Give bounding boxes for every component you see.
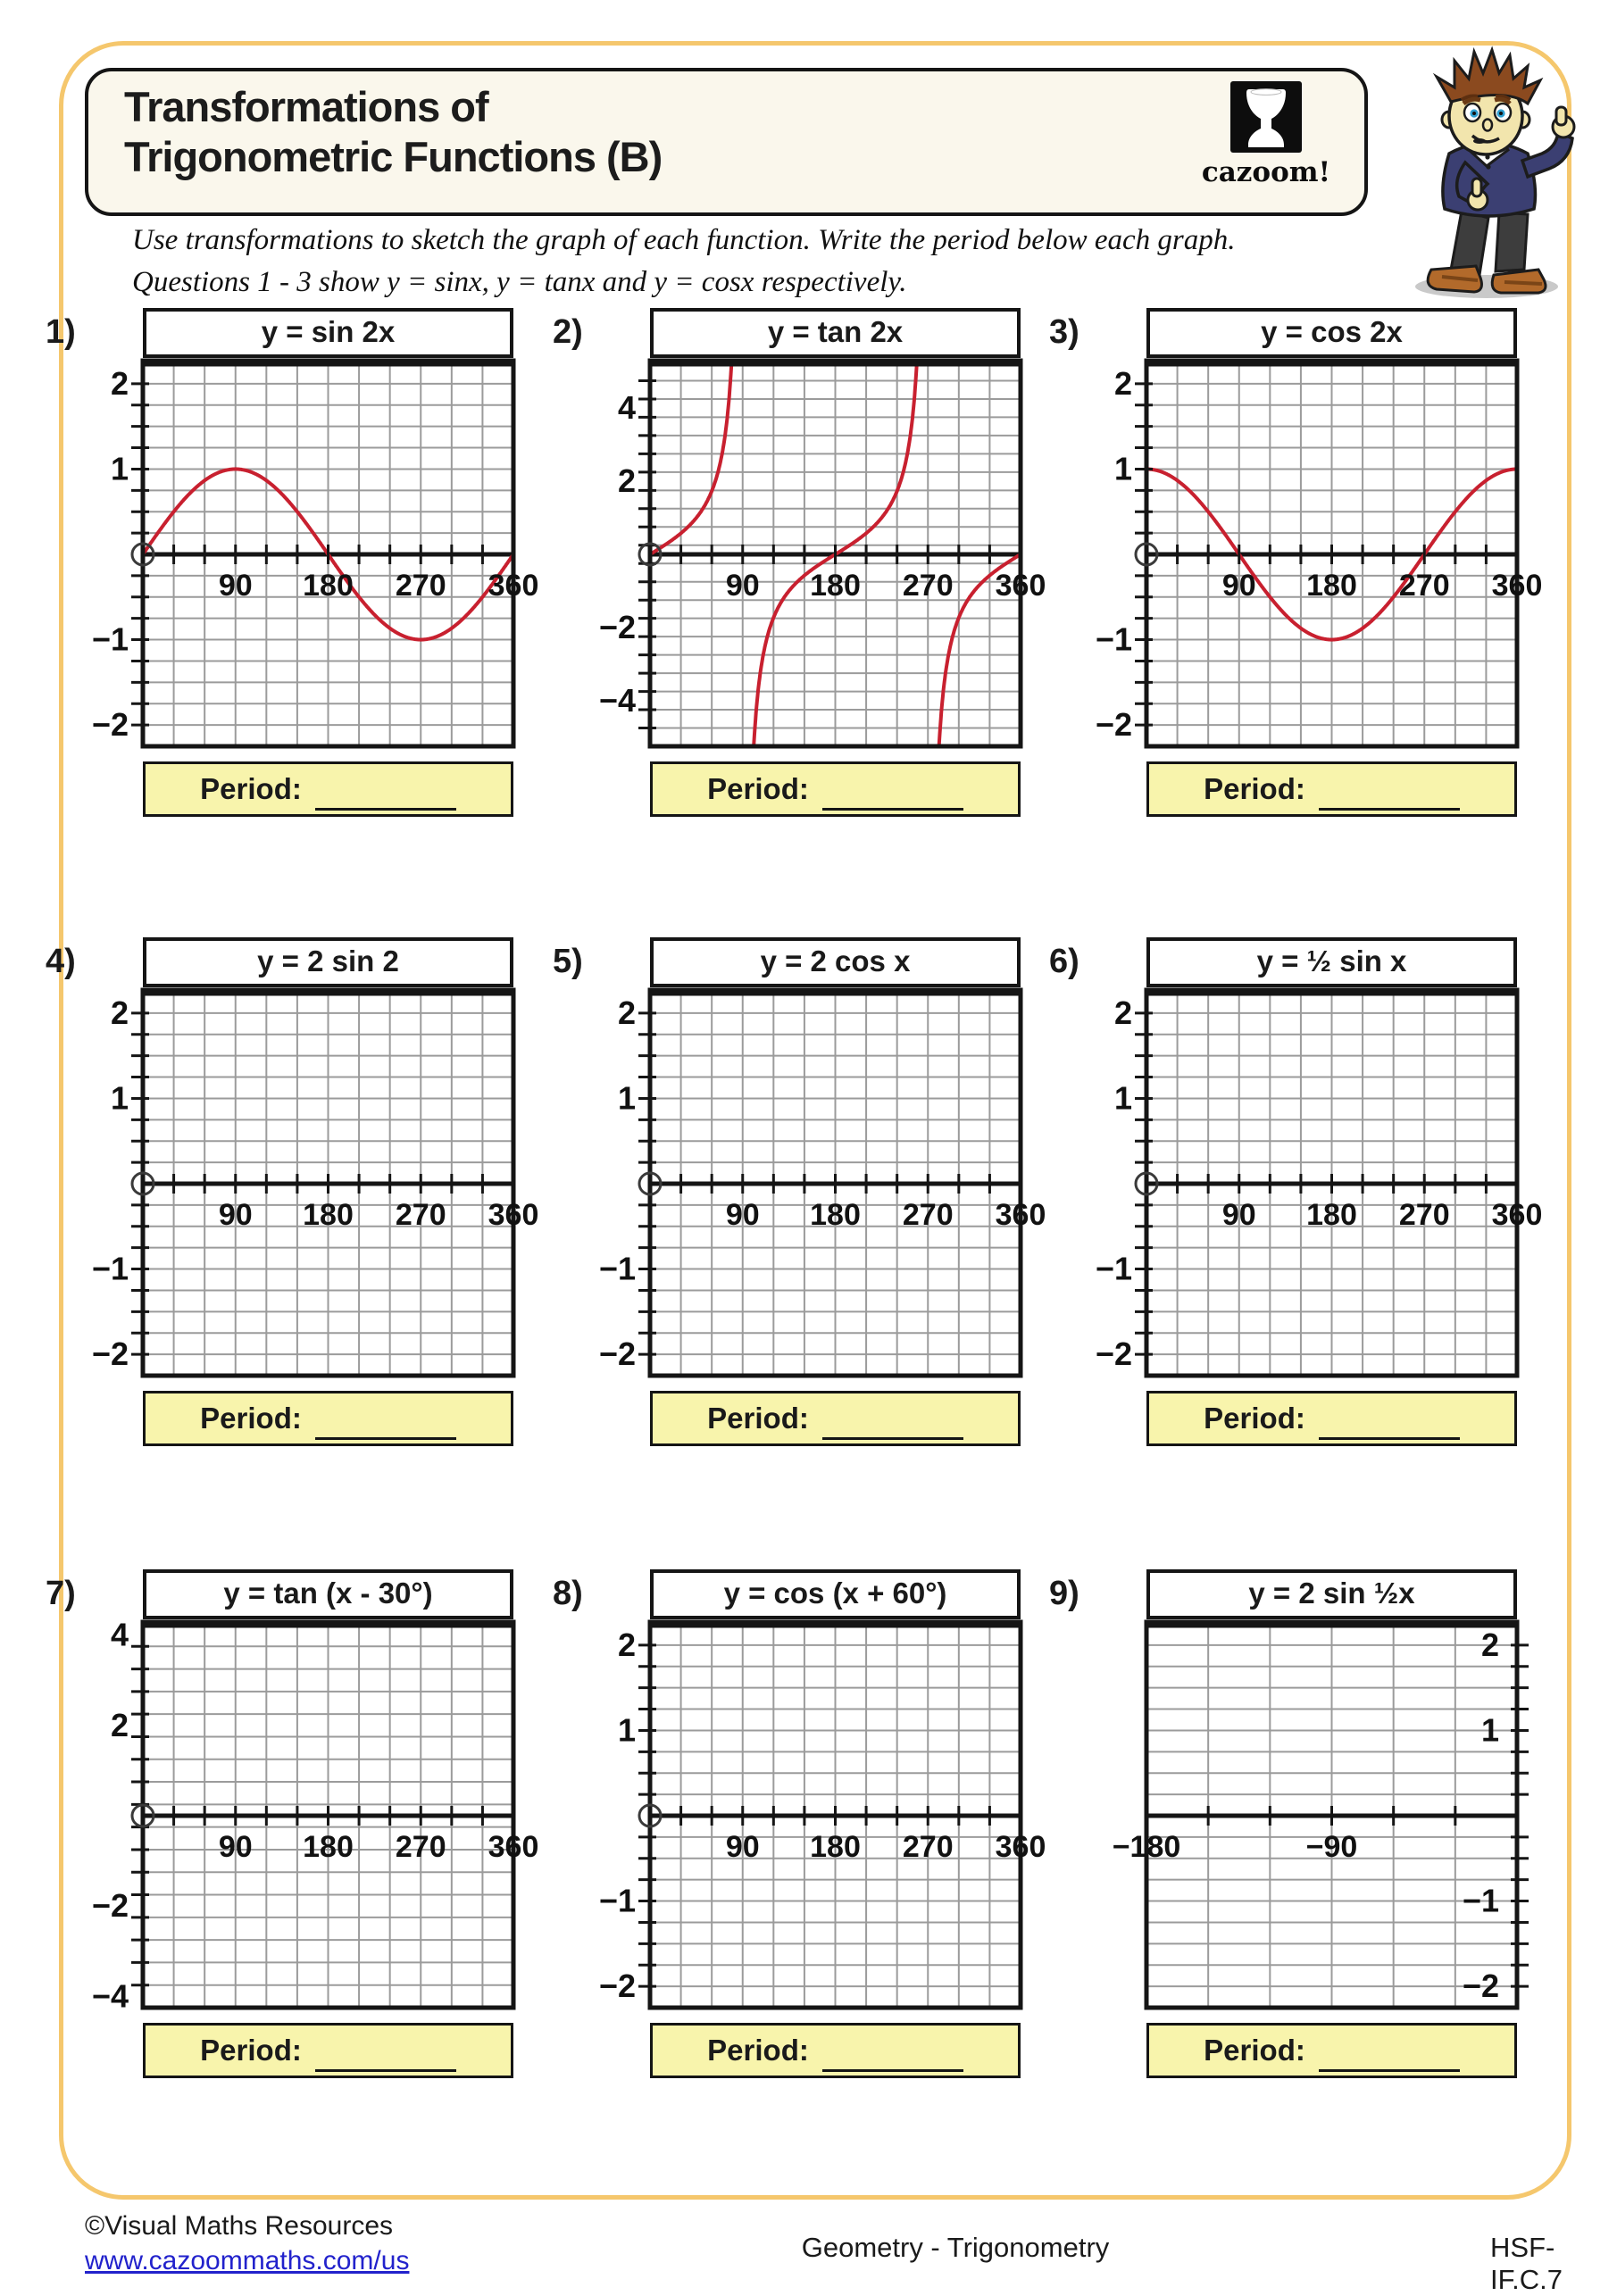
- y-axis-label: 1: [110, 1079, 129, 1117]
- period-answer-box: [650, 761, 1021, 817]
- mascot-boy-illustration: [1379, 36, 1601, 300]
- period-answer-blank[interactable]: [1319, 2042, 1460, 2072]
- period-answer-box: [650, 1391, 1021, 1446]
- graph-plot: [40, 1619, 563, 2070]
- x-axis-label: 270: [902, 569, 954, 603]
- question-number: 8): [553, 1575, 583, 1612]
- question-number: 9): [1049, 1575, 1079, 1612]
- x-axis-label: 90: [218, 1198, 253, 1232]
- header-box: [85, 68, 1368, 216]
- period-label: Period:: [200, 2034, 302, 2067]
- question-number: 1): [46, 313, 76, 351]
- x-axis-label: 270: [395, 569, 446, 603]
- graph-card: [547, 301, 1070, 820]
- y-axis-label: 1: [1113, 1079, 1132, 1117]
- y-axis-label: −1: [91, 1250, 129, 1287]
- graph-title: y = sin 2x: [143, 308, 513, 358]
- y-axis-label: −2: [91, 1887, 129, 1925]
- instruction-line-2: Questions 1 - 3 show y = sinx, y = tanx and y = cosx respectively.: [132, 265, 907, 298]
- y-axis-label: −1: [1095, 620, 1132, 658]
- y-axis-label: 2: [617, 462, 636, 500]
- period-answer-blank[interactable]: [822, 781, 963, 811]
- graph-card: [1044, 301, 1566, 820]
- question-number: 6): [1049, 943, 1079, 980]
- period-answer-box: [143, 761, 513, 817]
- y-axis-label: −2: [598, 608, 636, 645]
- x-axis-label: 270: [902, 1198, 954, 1232]
- question-number: 2): [553, 313, 583, 351]
- period-label: Period:: [707, 1402, 809, 1435]
- y-axis-label: 2: [1113, 364, 1132, 402]
- period-label: Period:: [200, 1402, 302, 1435]
- graph-plot: [1044, 358, 1566, 809]
- period-answer-box: [650, 2023, 1021, 2078]
- cazoom-logo-text: cazoom!: [1201, 156, 1331, 188]
- x-axis-label: 360: [995, 1198, 1046, 1232]
- graph-plot: [1044, 987, 1566, 1438]
- x-axis-label: 180: [303, 569, 354, 603]
- website-link[interactable]: www.cazoommaths.com/us: [85, 2246, 410, 2275]
- instructions: [132, 220, 1236, 304]
- x-axis-label: 360: [488, 1830, 539, 1864]
- x-axis-label: 360: [1491, 1198, 1543, 1232]
- y-axis-label: 2: [617, 994, 636, 1031]
- graph-plot: [547, 987, 1070, 1438]
- y-axis-label: −2: [1095, 706, 1132, 744]
- y-axis-label: 2: [110, 1706, 129, 1743]
- worksheet-title-line2: Trigonometric Functions (B): [124, 133, 663, 180]
- y-axis-label: −1: [1462, 1882, 1499, 1919]
- period-answer-blank[interactable]: [315, 1410, 456, 1440]
- graph-card: [547, 930, 1070, 1450]
- period-answer-box: [143, 1391, 513, 1446]
- graph-title: y = cos 2x: [1146, 308, 1517, 358]
- question-number: 7): [46, 1575, 76, 1612]
- graph-card: [1044, 930, 1566, 1450]
- y-axis-label: 2: [1480, 1626, 1499, 1663]
- y-axis-label: −2: [598, 1335, 636, 1373]
- period-label: Period:: [1204, 1402, 1305, 1435]
- graph-card: [40, 930, 563, 1450]
- period-label: Period:: [707, 772, 809, 805]
- graph-title: y = cos (x + 60°): [650, 1569, 1021, 1619]
- y-axis-label: 1: [1113, 450, 1132, 487]
- x-axis-label: 270: [1398, 1198, 1450, 1232]
- x-axis-label: 180: [303, 1198, 354, 1232]
- period-answer-box: [1146, 761, 1517, 817]
- y-axis-label: 1: [1480, 1711, 1499, 1749]
- x-axis-label: 90: [725, 1830, 760, 1864]
- standard-code: HSF-IF.C.7: [1490, 2232, 1563, 2295]
- x-axis-label: 180: [810, 1830, 861, 1864]
- y-axis-label: −1: [598, 1250, 636, 1287]
- y-axis-label: 1: [617, 1711, 636, 1749]
- period-label: Period:: [200, 772, 302, 805]
- graph-plot: [1044, 1619, 1566, 2070]
- graph-plot: [40, 358, 563, 809]
- y-axis-label: −2: [1462, 1967, 1499, 2005]
- question-number: 4): [46, 943, 76, 980]
- x-axis-label: 180: [1306, 569, 1357, 603]
- question-number: 3): [1049, 313, 1079, 351]
- x-axis-label: 90: [725, 569, 760, 603]
- y-axis-label: 4: [110, 1619, 129, 1653]
- x-axis-label: 270: [902, 1830, 954, 1864]
- graph-card: [40, 301, 563, 820]
- period-answer-box: [1146, 1391, 1517, 1446]
- x-axis-label: 360: [488, 1198, 539, 1232]
- x-axis-label: −180: [1112, 1830, 1181, 1864]
- y-axis-label: −2: [598, 1967, 636, 2005]
- y-axis-label: 1: [617, 1079, 636, 1117]
- graph-card: [547, 1562, 1070, 2082]
- graph-title: y = 2 sin ½x: [1146, 1569, 1517, 1619]
- x-axis-label: 90: [1221, 569, 1256, 603]
- graph-title: y = 2 sin 2: [143, 937, 513, 987]
- y-axis-label: 2: [1113, 994, 1132, 1031]
- graph-plot: [40, 987, 563, 1438]
- x-axis-label: 90: [218, 1830, 253, 1864]
- y-axis-label: −4: [91, 1977, 129, 2015]
- x-axis-label: 180: [1306, 1198, 1357, 1232]
- period-label: Period:: [707, 2034, 809, 2067]
- x-axis-label: −90: [1305, 1830, 1358, 1864]
- period-label: Period:: [1204, 2034, 1305, 2067]
- x-axis-label: 90: [725, 1198, 760, 1232]
- period-answer-box: [1146, 2023, 1517, 2078]
- graph-plot: [547, 358, 1070, 809]
- y-axis-label: 2: [617, 1626, 636, 1663]
- graph-title: y = tan (x - 30°): [143, 1569, 513, 1619]
- period-answer-blank[interactable]: [315, 781, 456, 811]
- y-axis-label: −1: [91, 620, 129, 658]
- y-axis-label: −2: [91, 1335, 129, 1373]
- period-answer-blank[interactable]: [1319, 1410, 1460, 1440]
- copyright-text: ©Visual Maths Resources: [85, 2211, 394, 2241]
- period-answer-blank[interactable]: [822, 2042, 963, 2072]
- x-axis-label: 360: [1491, 569, 1543, 603]
- x-axis-label: 270: [395, 1830, 446, 1864]
- period-answer-blank[interactable]: [315, 2042, 456, 2072]
- y-axis-label: −1: [598, 1882, 636, 1919]
- period-label: Period:: [1204, 772, 1305, 805]
- y-axis-label: −2: [1095, 1335, 1132, 1373]
- y-axis-label: 2: [110, 994, 129, 1031]
- graph-title: y = ½ sin x: [1146, 937, 1517, 987]
- x-axis-label: 90: [1221, 1198, 1256, 1232]
- graph-title: y = tan 2x: [650, 308, 1021, 358]
- graph-title: y = 2 cos x: [650, 937, 1021, 987]
- y-axis-label: 2: [110, 364, 129, 402]
- y-axis-label: −4: [598, 681, 636, 719]
- x-axis-label: 180: [810, 1198, 861, 1232]
- graph-card: [40, 1562, 563, 2082]
- y-axis-label: −2: [91, 706, 129, 744]
- cazoom-drum-icon: [1229, 80, 1303, 154]
- x-axis-label: 180: [303, 1830, 354, 1864]
- x-axis-label: 270: [395, 1198, 446, 1232]
- cazoom-logo: [1195, 80, 1338, 188]
- x-axis-label: 360: [995, 1830, 1046, 1864]
- question-number: 5): [553, 943, 583, 980]
- y-axis-label: 4: [617, 389, 636, 427]
- graph-plot: [547, 1619, 1070, 2070]
- x-axis-label: 90: [218, 569, 253, 603]
- period-answer-blank[interactable]: [822, 1410, 963, 1440]
- x-axis-label: 360: [995, 569, 1046, 603]
- worksheet-title-line1: Transformations of: [124, 83, 488, 130]
- x-axis-label: 270: [1398, 569, 1450, 603]
- y-axis-label: 1: [110, 450, 129, 487]
- period-answer-blank[interactable]: [1319, 781, 1460, 811]
- graph-card: [1044, 1562, 1566, 2082]
- x-axis-label: 360: [488, 569, 539, 603]
- y-axis-label: −1: [1095, 1250, 1132, 1287]
- x-axis-label: 180: [810, 569, 861, 603]
- instruction-line-1: Use transformations to sketch the graph of each function. Write the period below each graph.: [132, 224, 1236, 256]
- period-answer-box: [143, 2023, 513, 2078]
- footer-category: Geometry - Trigonometry: [801, 2232, 1110, 2263]
